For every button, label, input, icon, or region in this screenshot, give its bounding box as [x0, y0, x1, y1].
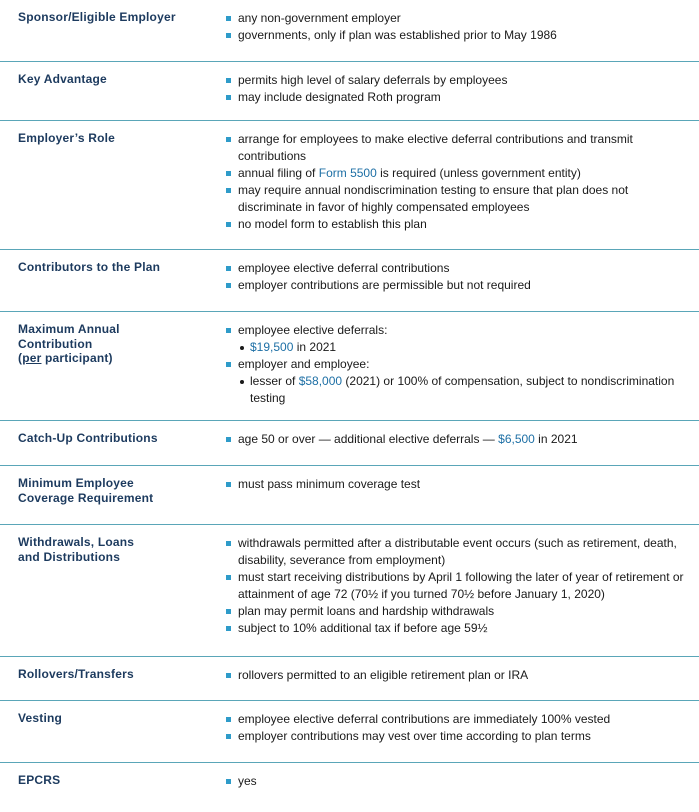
row-content — [226, 322, 686, 407]
item-text: in 2021 — [293, 340, 337, 354]
table-row — [0, 312, 699, 421]
bullet-item: employee elective deferrals: — [226, 322, 686, 339]
bullet-item: yes — [226, 773, 686, 790]
row-label — [18, 10, 208, 25]
bullet-item: employer and employee: — [226, 356, 686, 373]
table-row — [0, 466, 699, 525]
row-label-line: Withdrawals, Loans — [18, 535, 135, 549]
item-text: (2021) or 100% of compensation, subject to nondiscrimination testing — [250, 374, 675, 405]
row-content — [226, 667, 686, 684]
bullet-item: governments, only if plan was established prior to May 1986 — [226, 27, 686, 44]
row-label — [18, 711, 208, 726]
bullet-item: may include designated Roth program — [226, 89, 686, 106]
item-text: in 2021 — [534, 432, 578, 446]
row-content — [226, 535, 686, 637]
row-label — [18, 260, 208, 275]
row-label-line: Sponsor/Eligible Employer — [18, 10, 176, 24]
bullet-item — [226, 431, 686, 448]
bullet-item: subject to 10% additional tax if before age 59½ — [226, 620, 686, 637]
table-row — [0, 763, 699, 812]
row-label-line: Minimum Employee — [18, 476, 134, 490]
bullet-item: arrange for employees to make elective deferral contributions and transmit contributions — [226, 131, 686, 165]
highlighted-value-link[interactable]: Form 5500 — [318, 166, 377, 180]
row-label-line: Employer’s Role — [18, 131, 116, 145]
bullet-item: withdrawals permitted after a distributable event occurs (such as retirement, death, disability, severance from employment) — [226, 535, 686, 569]
row-label — [18, 322, 208, 366]
row-label — [18, 131, 208, 146]
item-text: is required (unless government entity) — [376, 166, 581, 180]
row-content — [226, 10, 686, 44]
bullet-item: no model form to establish this plan — [226, 216, 686, 233]
bullet-item: employee elective deferral contributions are immediately 100% vested — [226, 711, 686, 728]
row-label-line: Contribution — [18, 336, 93, 351]
bullet-item: may require annual nondiscrimination testing to ensure that plan does not discriminate in favor of highly compensated employees — [226, 182, 686, 216]
bullet-item: must start receiving distributions by April 1 following the later of year of retirement or attainment of age 72 (70½ if you turned 70½ before January 1, 2020) — [226, 569, 686, 603]
row-label-line: Contributors to the Plan — [18, 260, 161, 274]
highlighted-value-link[interactable]: $6,500 — [498, 432, 535, 446]
row-label — [18, 773, 208, 788]
bullet-item: employer contributions may vest over time according to plan terms — [226, 728, 686, 745]
item-text: lesser of — [250, 374, 299, 388]
bullet-item — [226, 165, 686, 182]
table-row — [0, 250, 699, 312]
row-content — [226, 260, 686, 294]
table-row — [0, 121, 699, 250]
row-content — [226, 72, 686, 106]
bullet-item: rollovers permitted to an eligible retirement plan or IRA — [226, 667, 686, 684]
bullet-item: permits high level of salary deferrals by employees — [226, 72, 686, 89]
bullet-item: must pass minimum coverage test — [226, 476, 686, 493]
table-row — [0, 62, 699, 121]
bullet-item: any non-government employer — [226, 10, 686, 27]
table-row — [0, 701, 699, 763]
row-label-line: Catch-Up Contributions — [18, 431, 158, 445]
item-text: age 50 or over — additional elective deferrals — — [238, 432, 499, 446]
sub-bullet-item — [226, 373, 686, 407]
item-text: annual filing of — [238, 166, 319, 180]
row-label — [18, 667, 208, 682]
table-row — [0, 525, 699, 657]
highlighted-value-link[interactable]: $19,500 — [250, 340, 294, 354]
row-label-line: Rollovers/Transfers — [18, 667, 134, 681]
row-content — [226, 131, 686, 233]
sub-bullet-item — [226, 339, 686, 356]
row-label — [18, 431, 208, 446]
row-label-line: Maximum Annual — [18, 322, 120, 336]
row-label-line: Coverage Requirement — [18, 490, 154, 505]
row-content — [226, 711, 686, 745]
row-label-line: EPCRS — [18, 773, 61, 787]
row-label — [18, 535, 208, 564]
row-label — [18, 476, 208, 505]
row-label-line: Key Advantage — [18, 72, 107, 86]
row-label-line: (per participant) — [18, 351, 113, 365]
row-content — [226, 476, 686, 493]
row-label-line: Vesting — [18, 711, 63, 725]
row-content — [226, 431, 686, 448]
row-content — [226, 773, 686, 790]
row-label-line: and Distributions — [18, 549, 121, 564]
highlighted-value-link[interactable]: $58,000 — [298, 374, 343, 388]
bullet-item: employer contributions are permissible but not required — [226, 277, 686, 294]
table-row — [0, 0, 699, 62]
bullet-item: employee elective deferral contributions — [226, 260, 686, 277]
table-row — [0, 421, 699, 466]
row-label — [18, 72, 208, 87]
bullet-item: plan may permit loans and hardship withdrawals — [226, 603, 686, 620]
table-row — [0, 657, 699, 701]
